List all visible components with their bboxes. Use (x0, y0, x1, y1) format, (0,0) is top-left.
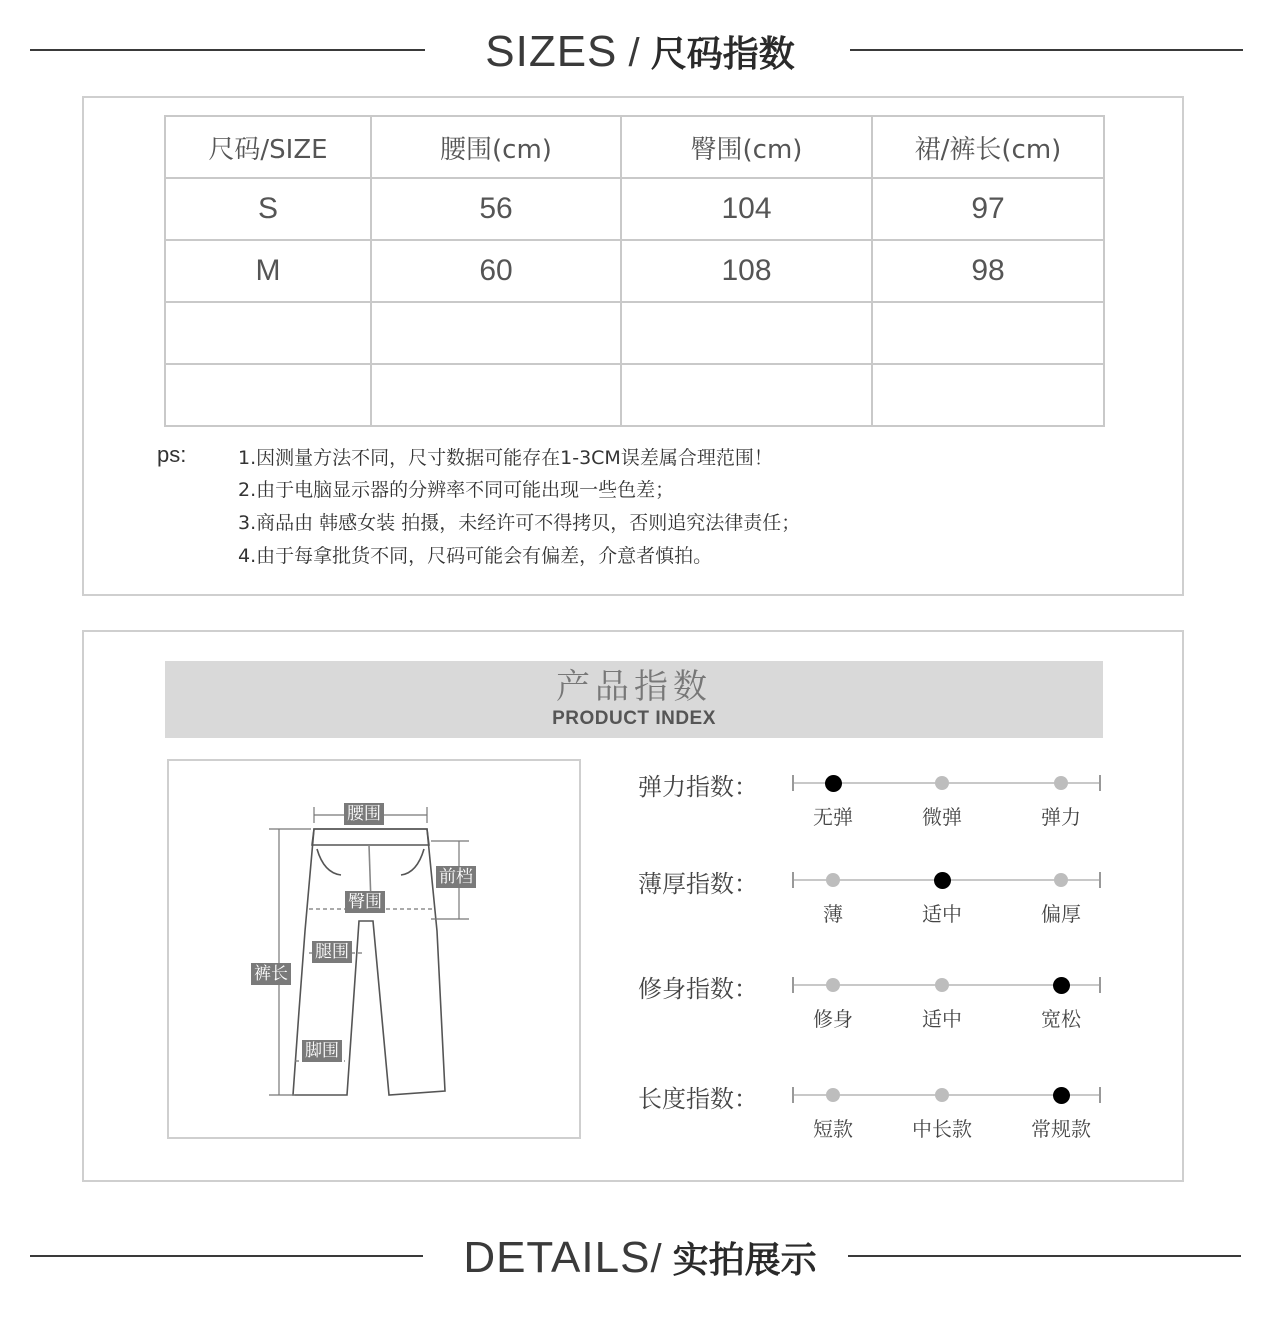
index-option: 弹力 (1041, 805, 1081, 829)
index-track-end (792, 1087, 794, 1103)
cell-hip: 108 (621, 240, 872, 302)
cell-waist (371, 302, 621, 364)
cell-length: 97 (872, 178, 1104, 240)
index-option: 无弹 (813, 805, 853, 829)
table-row (165, 302, 1104, 364)
cell-size (165, 302, 371, 364)
index-dot (935, 1088, 949, 1102)
cell-hip (621, 302, 872, 364)
cell-size: S (165, 178, 371, 240)
index-dot-selected (825, 775, 842, 792)
size-table (164, 115, 1105, 427)
index-track-end (792, 977, 794, 993)
cell-size (165, 364, 371, 426)
cell-length: 98 (872, 240, 1104, 302)
index-option: 薄 (823, 902, 843, 926)
details-heading-en: DETAILS (463, 1233, 651, 1282)
index-track-end (1099, 872, 1101, 888)
index-track-end (1099, 1087, 1101, 1103)
index-option: 短款 (813, 1117, 853, 1141)
index-label: 修身指数： (638, 975, 758, 1003)
index-dot (826, 873, 840, 887)
sizes-heading (0, 26, 1280, 77)
index-option: 宽松 (1041, 1007, 1081, 1031)
cell-length (872, 302, 1104, 364)
index-track-end (1099, 775, 1101, 791)
index-track-end (1099, 977, 1101, 993)
waist-tag: 腰围 (344, 803, 384, 825)
index-option: 适中 (922, 902, 962, 926)
cell-hip: 104 (621, 178, 872, 240)
table-row (165, 364, 1104, 426)
index-dot (935, 776, 949, 790)
index-dot-selected (1053, 1087, 1070, 1104)
cell-waist: 60 (371, 240, 621, 302)
cell-length (872, 364, 1104, 426)
sizes-heading-en: SIZES (485, 27, 618, 76)
index-option: 中长款 (912, 1117, 972, 1141)
cell-waist (371, 364, 621, 426)
details-heading (0, 1232, 1280, 1283)
product-index-banner (165, 661, 1103, 738)
product-index-title-en: PRODUCT INDEX (552, 708, 716, 729)
pants-diagram (167, 759, 581, 1139)
length-tag: 裤长 (251, 963, 291, 985)
header-length: 裙/裤长(cm) (872, 116, 1104, 178)
cell-size: M (165, 240, 371, 302)
index-label: 薄厚指数： (638, 870, 758, 898)
index-dot-selected (934, 872, 951, 889)
table-row (165, 178, 1104, 240)
index-option: 偏厚 (1041, 902, 1081, 926)
index-track-end (792, 775, 794, 791)
index-track-end (792, 872, 794, 888)
sizes-heading-sep: / (628, 31, 640, 75)
note-4: 4.由于每拿批货不同，尺码可能会有偏差，介意者慎拍。 (238, 545, 713, 567)
index-dot (1054, 873, 1068, 887)
sizes-heading-zh: 尺码指数 (650, 34, 795, 75)
cell-hip (621, 364, 872, 426)
hem-tag: 脚围 (302, 1040, 342, 1062)
index-dot (826, 978, 840, 992)
index-option: 常规款 (1031, 1117, 1091, 1141)
size-table-header (165, 116, 1104, 178)
rise-tag: 前档 (436, 866, 476, 888)
thigh-tag: 腿围 (312, 941, 352, 963)
index-label: 弹力指数： (638, 773, 758, 801)
cell-waist: 56 (371, 178, 621, 240)
details-heading-zh: 实拍展示 (672, 1240, 817, 1281)
index-dot (826, 1088, 840, 1102)
index-option: 修身 (813, 1007, 853, 1031)
index-option: 微弹 (922, 805, 962, 829)
header-hip: 臀围(cm) (621, 116, 872, 178)
product-index-title-zh: 产品指数 (556, 667, 712, 707)
index-label: 长度指数： (638, 1085, 758, 1113)
header-waist: 腰围(cm) (371, 116, 621, 178)
note-2: 2.由于电脑显示器的分辨率不同可能出现一些色差； (238, 479, 675, 501)
details-heading-sep: / (650, 1237, 662, 1281)
index-dot (935, 978, 949, 992)
note-3: 3.商品由 韩感女装 拍摄，未经许可不得拷贝，否则追究法律责任； (238, 512, 801, 534)
index-option: 适中 (922, 1007, 962, 1031)
index-dot (1054, 776, 1068, 790)
index-dot-selected (1053, 977, 1070, 994)
note-1: 1.因测量方法不同，尺寸数据可能存在1-3CM误差属合理范围！ (238, 447, 773, 469)
header-size: 尺码/SIZE (165, 116, 371, 178)
hip-tag: 臀围 (345, 891, 385, 913)
notes-label: ps: (157, 442, 187, 467)
table-row (165, 240, 1104, 302)
